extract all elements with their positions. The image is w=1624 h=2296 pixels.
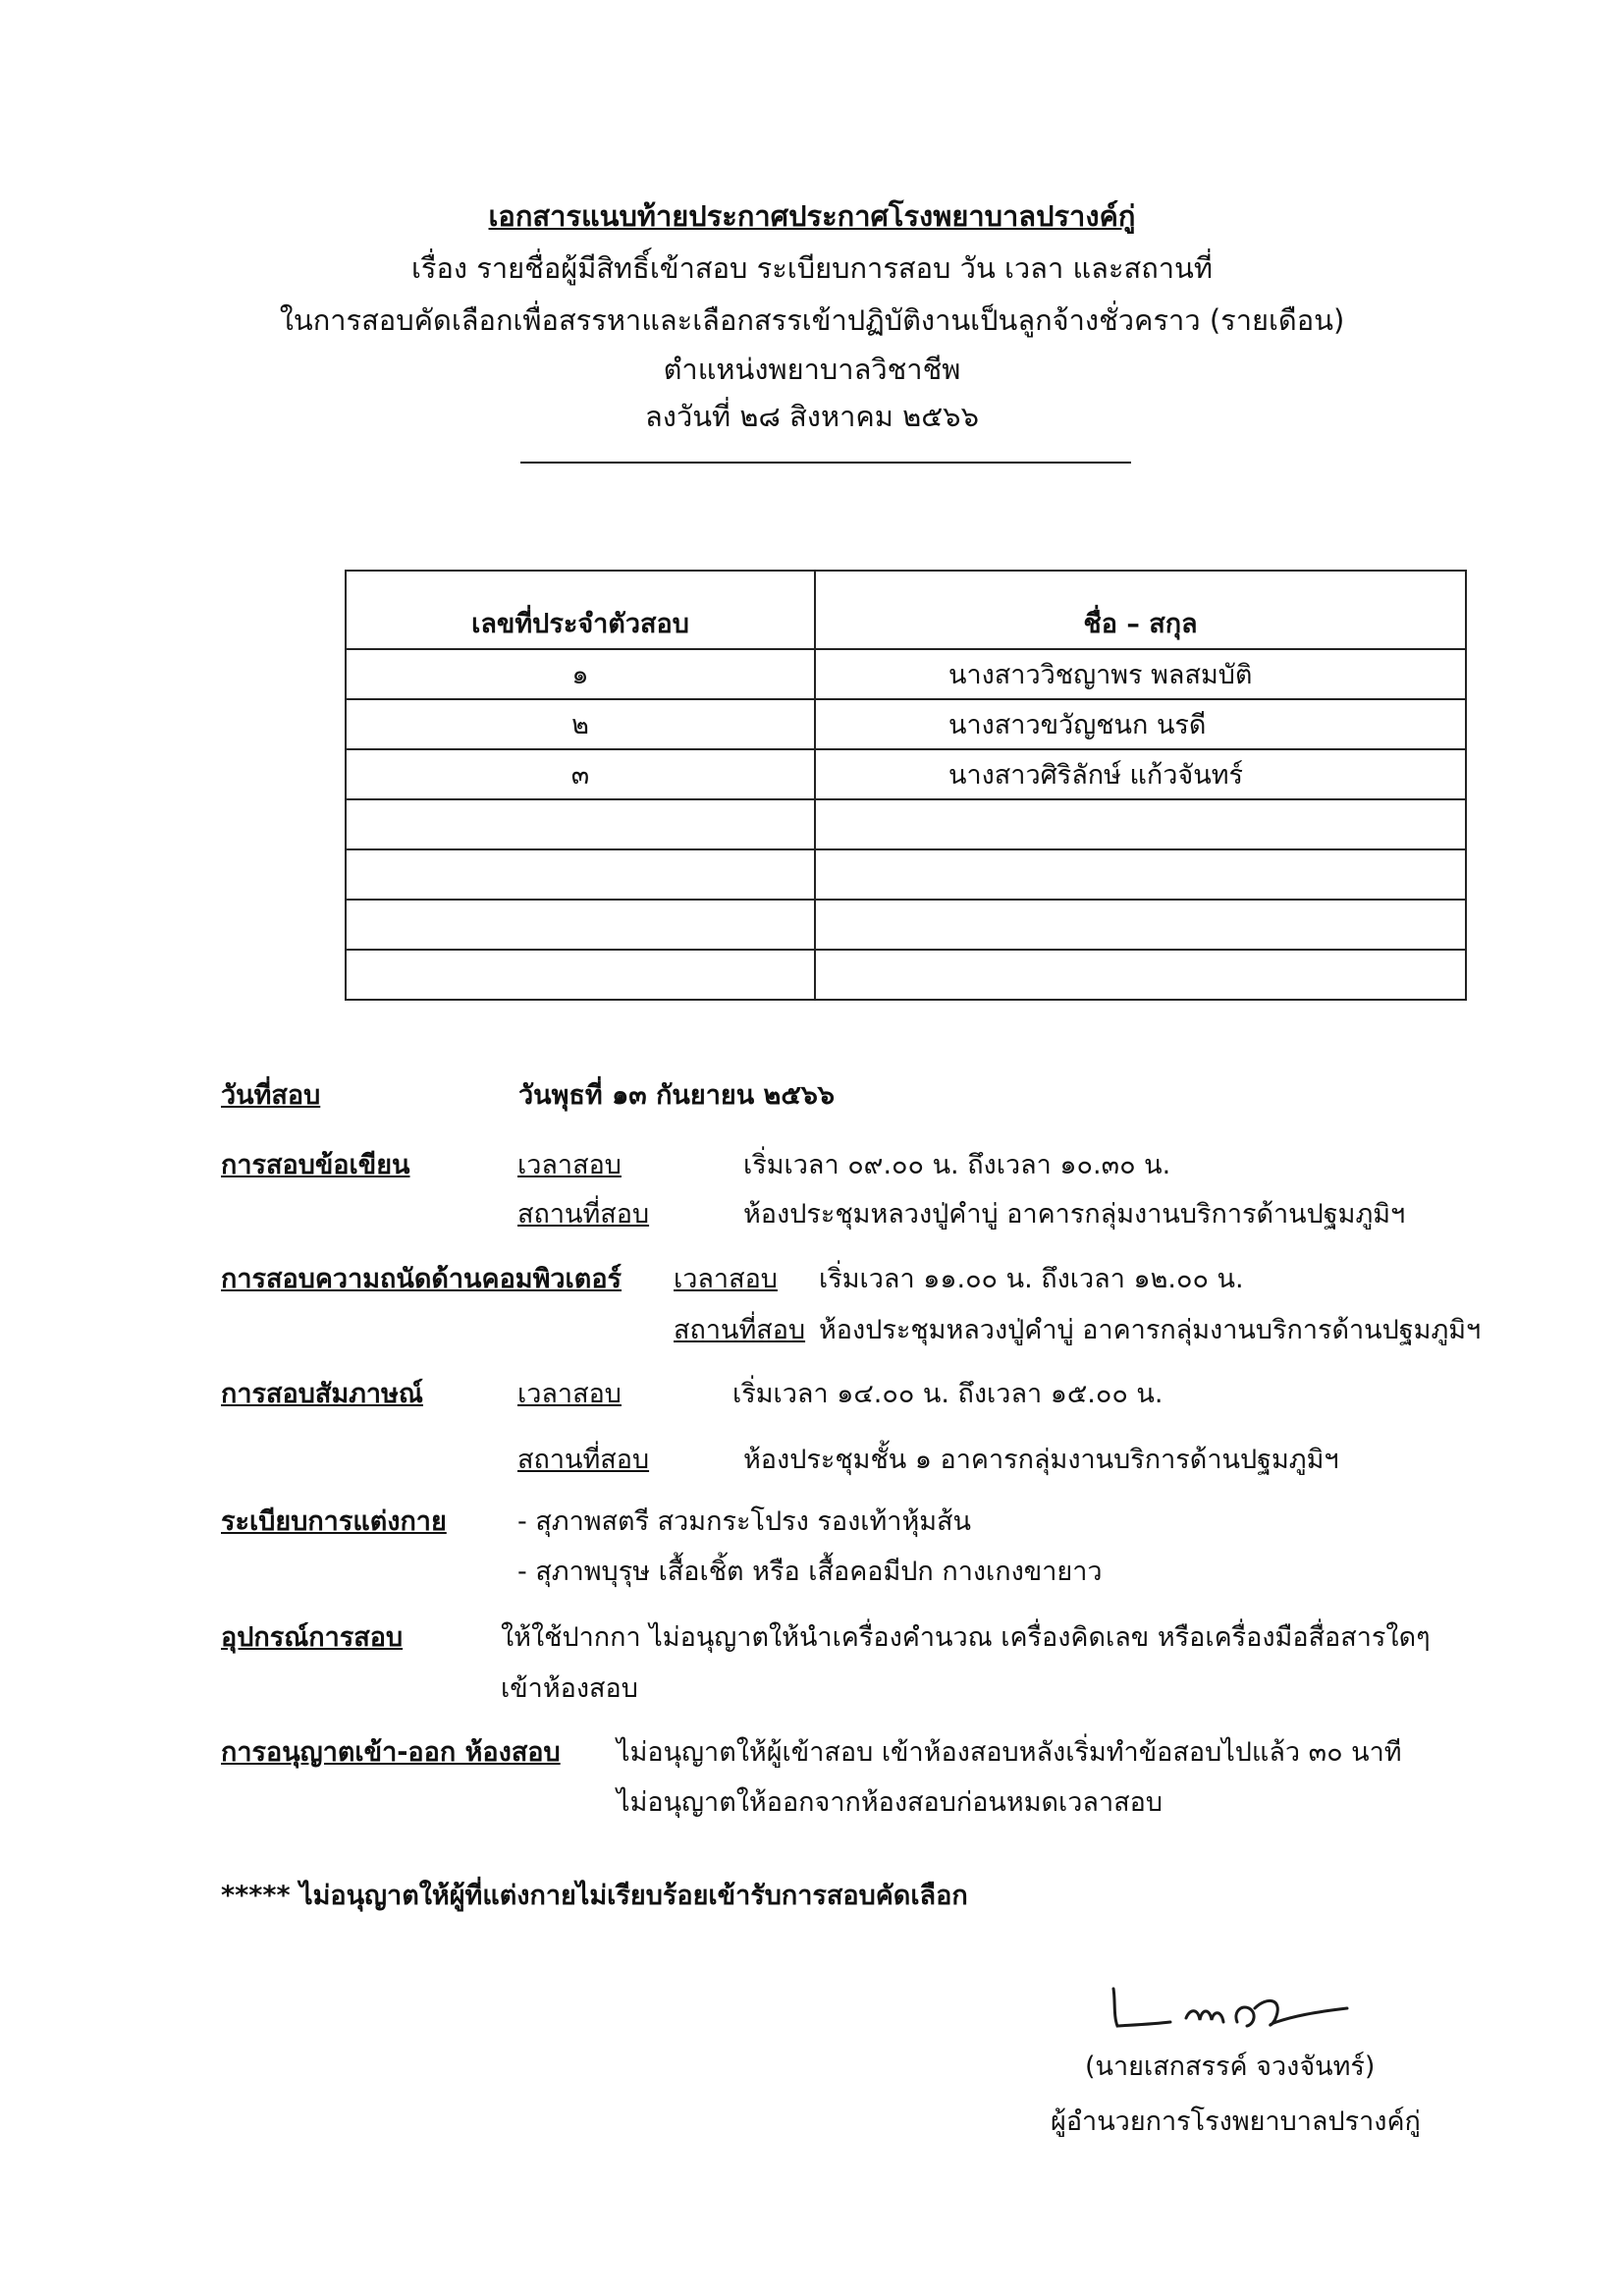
written-place-value: ห้องประชุมหลวงปู่คำบู่ อาคารกลุ่มงานบริการด้านปฐมภูมิฯ	[743, 1199, 1406, 1230]
written-place-label: สถานที่สอบ	[517, 1199, 650, 1230]
candidate-name-cell: นางสาวศิริลักษ์ แก้วจันทร์	[815, 749, 1466, 799]
dress-code-men: - สุภาพบุรุษ เสื้อเชิ้ต หรือ เสื้อคอมีปก กางเกงขายาว	[517, 1557, 1103, 1587]
computer-place-label: สถานที่สอบ	[674, 1315, 806, 1345]
computer-time-label: เวลาสอบ	[674, 1264, 778, 1294]
exam-number-cell	[346, 950, 815, 1000]
written-time-value: เริ่มเวลา ๐๙.๐๐ น. ถึงเวลา ๑๐.๓๐ น.	[743, 1150, 1171, 1180]
written-exam-label: การสอบข้อเขียน	[221, 1150, 410, 1180]
document-purpose: ในการสอบคัดเลือกเพื่อสรรหาและเลือกสรรเข้าปฏิบัติงานเป็นลูกจ้างชั่วคราว (รายเดือน)	[279, 303, 1345, 337]
candidate-name-cell	[815, 849, 1466, 900]
candidates-table	[345, 570, 1467, 1001]
exam-number-cell: ๑	[346, 649, 815, 699]
table-row	[346, 799, 1466, 849]
document-position: ตำแหน่งพยาบาลวิชาชีพ	[663, 353, 961, 386]
entry-exit-label: การอนุญาตเข้า-ออก ห้องสอบ	[221, 1737, 561, 1768]
exam-equipment-line1: ให้ใช้ปากกา ไม่อนุญาตให้นำเครื่องคำนวณ เครื่องคิดเลข หรือเครื่องมือสื่อสารใดๆ	[501, 1622, 1431, 1653]
exam-equipment-label: อุปกรณ์การสอบ	[221, 1622, 404, 1653]
table-row	[346, 749, 1466, 799]
table-row	[346, 699, 1466, 749]
handwritten-signature	[1108, 1979, 1363, 2048]
exam-number-cell: ๒	[346, 699, 815, 749]
table-row	[346, 900, 1466, 950]
document-date: ลงวันที่ ๒๘ สิงหาคม ๒๕๖๖	[645, 400, 979, 433]
computer-exam-label: การสอบความถนัดด้านคอมพิวเตอร์	[221, 1264, 623, 1294]
exam-date-value: วันพุธที่ ๑๓ กันยายน ๒๕๖๖	[518, 1080, 836, 1111]
document-subject: เรื่อง รายชื่อผู้มีสิทธิ์เข้าสอบ ระเบียบการสอบ วัน เวลา และสถานที่	[411, 251, 1213, 285]
interview-place-label: สถานที่สอบ	[517, 1445, 650, 1475]
exam-number-cell: ๓	[346, 749, 815, 799]
candidate-name-cell: นางสาวขวัญชนก นรดี	[815, 699, 1466, 749]
header-divider	[520, 462, 1131, 464]
candidate-name-cell	[815, 950, 1466, 1000]
signatory-title: ผู้อำนวยการโรงพยาบาลปรางค์กู่	[1051, 2106, 1421, 2137]
interview-time-value: เริ่มเวลา ๑๔.๐๐ น. ถึงเวลา ๑๕.๐๐ น.	[732, 1379, 1164, 1409]
computer-time-value: เริ่มเวลา ๑๑.๐๐ น. ถึงเวลา ๑๒.๐๐ น.	[819, 1264, 1244, 1294]
exam-equipment-line2: เข้าห้องสอบ	[501, 1673, 638, 1704]
candidate-name-cell	[815, 900, 1466, 950]
table-row	[346, 950, 1466, 1000]
candidate-name-cell	[815, 799, 1466, 849]
dress-code-women: - สุภาพสตรี สวมกระโปรง รองเท้าหุ้มส้น	[517, 1506, 971, 1537]
entry-exit-line1: ไม่อนุญาตให้ผู้เข้าสอบ เข้าห้องสอบหลังเริ่มทำข้อสอบไปแล้ว ๓๐ นาที	[617, 1737, 1402, 1768]
interview-time-label: เวลาสอบ	[517, 1379, 622, 1409]
exam-number-cell	[346, 849, 815, 900]
exam-number-cell	[346, 799, 815, 849]
computer-place-value: ห้องประชุมหลวงปู่คำบู่ อาคารกลุ่มงานบริการด้านปฐมภูมิฯ	[819, 1315, 1482, 1345]
table-row	[346, 649, 1466, 699]
table-header-row	[346, 571, 1466, 649]
interview-place-value: ห้องประชุมชั้น ๑ อาคารกลุ่มงานบริการด้านปฐมภูมิฯ	[743, 1445, 1339, 1475]
written-time-label: เวลาสอบ	[517, 1150, 622, 1180]
dress-warning-note: ***** ไม่อนุญาตให้ผู้ที่แต่งกายไม่เรียบร้อยเข้ารับการสอบคัดเลือก	[221, 1881, 968, 1911]
entry-exit-line2: ไม่อนุญาตให้ออกจากห้องสอบก่อนหมดเวลาสอบ	[617, 1787, 1163, 1818]
dress-code-label: ระเบียบการแต่งกาย	[221, 1506, 447, 1537]
document-title: เอกสารแนบท้ายประกาศประกาศโรงพยาบาลปรางค์กู่	[488, 199, 1136, 233]
interview-label: การสอบสัมภาษณ์	[221, 1379, 423, 1409]
column-header-exam-number: เลขที่ประจำตัวสอบ	[346, 571, 815, 649]
exam-date-label: วันที่สอบ	[221, 1080, 321, 1111]
exam-number-cell	[346, 900, 815, 950]
signatory-name: (นายเสกสรรค์ จวงจันทร์)	[1085, 2051, 1376, 2082]
column-header-full-name: ชื่อ – สกุล	[815, 571, 1466, 649]
table-row	[346, 849, 1466, 900]
candidate-name-cell: นางสาววิชญาพร พลสมบัติ	[815, 649, 1466, 699]
